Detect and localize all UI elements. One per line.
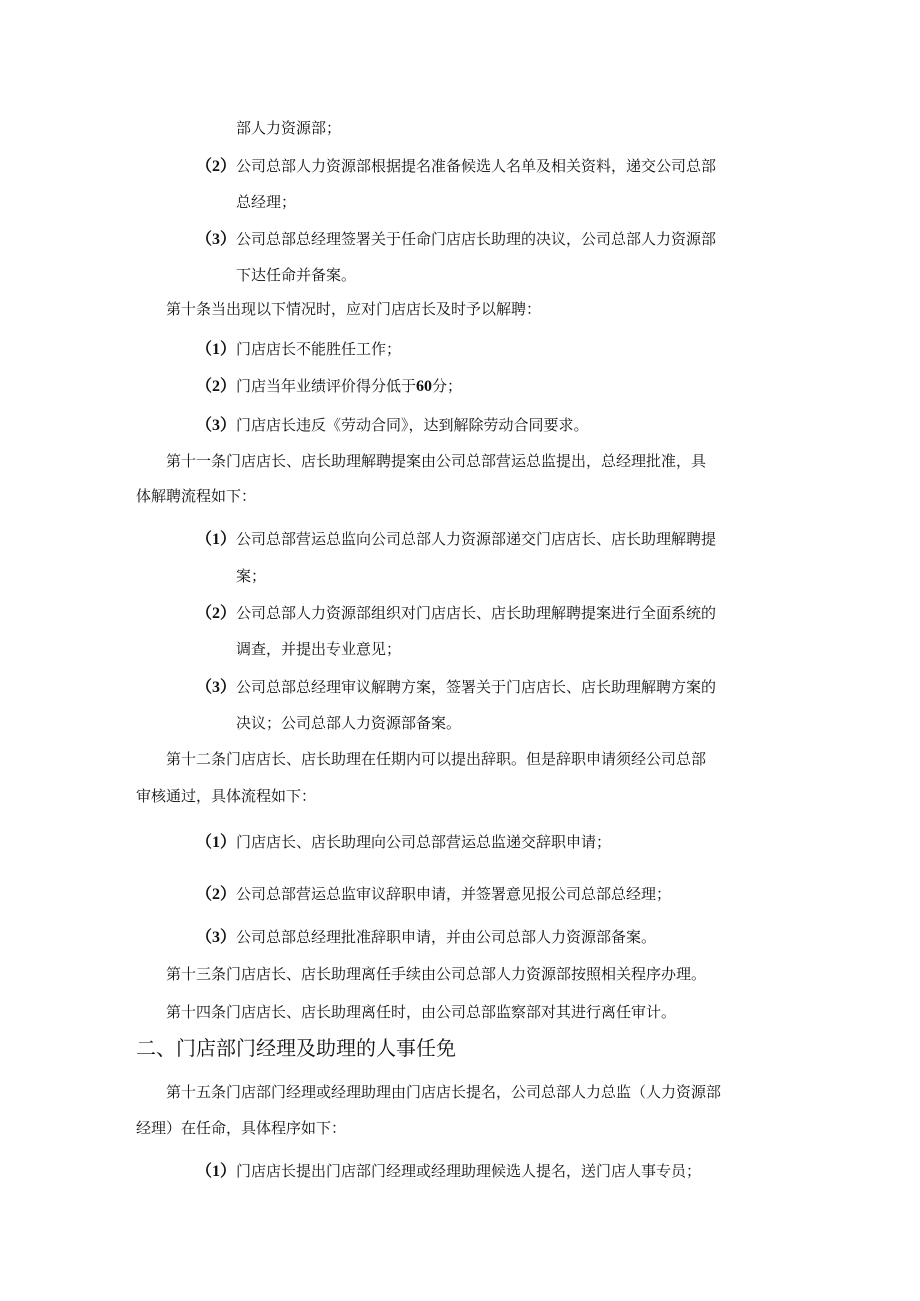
list-number: （3）: [196, 929, 237, 946]
list-text: 分；: [432, 377, 463, 395]
text-line: 案；: [236, 567, 267, 585]
list-number: （2）: [196, 158, 237, 175]
list-text: 公司总部人力资源部组织对门店店长、店长助理解聘提案进行全面系统的: [236, 604, 717, 622]
list-text: 门店店长、店长助理向公司总部营运总监递交辞职申请；: [236, 833, 612, 851]
list-number: （3）: [196, 679, 237, 696]
text-line: 调查，并提出专业意见；: [236, 640, 402, 658]
list-item: [196, 375, 462, 398]
list-text: 门店当年业绩评价得分低于: [236, 377, 417, 395]
list-number: （3）: [196, 231, 237, 248]
text-line: 部人力资源部；: [236, 119, 342, 137]
list-text: 公司总部人力资源部根据提名准备候选人名单及相关资料，递交公司总部: [236, 157, 717, 175]
article-paragraph: 第十五条门店部门经理或经理助理由门店店长提名，公司总部人力总监（人力资源部: [166, 1083, 722, 1101]
text-line: 下达任命并备案。: [236, 266, 357, 284]
list-item: [196, 338, 401, 361]
list-number: （1）: [196, 1163, 237, 1180]
article-paragraph: 第十二条门店店长、店长助理在任期内可以提出辞职。但是辞职申请须经公司总部: [166, 750, 707, 768]
list-text: 公司总部营运总监审议辞职申请，并签署意见报公司总部总经理；: [236, 885, 672, 903]
text-line: 总经理；: [236, 193, 297, 211]
text-line: 经理）在任命，具体程序如下：: [136, 1119, 347, 1137]
list-item: [196, 155, 716, 178]
list-number: （2）: [196, 378, 237, 395]
list-text: 公司总部总经理批准辞职申请，并由公司总部人力资源部备案。: [236, 928, 657, 946]
list-number: （3）: [196, 417, 237, 434]
list-item: [196, 1160, 701, 1183]
list-number: （1）: [196, 834, 237, 851]
list-item: [196, 883, 671, 906]
list-number: （1）: [196, 341, 237, 358]
list-item: [196, 528, 716, 551]
list-item: [196, 831, 611, 854]
list-item: [196, 228, 716, 251]
list-text: 公司总部总经理签署关于任命门店店长助理的决议，公司总部人力资源部: [236, 230, 717, 248]
list-item: [196, 676, 716, 699]
article-paragraph: 第十条当出现以下情况时，应对门店店长及时予以解聘：: [166, 300, 542, 318]
list-number: （2）: [196, 886, 237, 903]
section-heading: 二、门店部门经理及助理的人事任免: [136, 1036, 456, 1060]
text-line: 体解聘流程如下：: [136, 487, 257, 505]
score-value: 60: [416, 378, 433, 395]
text-line: 决议；公司总部人力资源部备案。: [236, 714, 462, 732]
list-text: 公司总部营运总监向公司总部人力资源部递交门店店长、店长助理解聘提: [236, 530, 717, 548]
list-text: 门店店长违反《劳动合同》，达到解除劳动合同要求。: [236, 416, 589, 434]
list-item: [196, 926, 656, 949]
article-paragraph: 第十三条门店店长、店长助理离任手续由公司总部人力资源部按照相关程序办理。: [166, 965, 707, 983]
list-number: （2）: [196, 605, 237, 622]
list-item: [196, 414, 589, 437]
list-text: 门店店长提出门店部门经理或经理助理候选人提名，送门店人事专员；: [236, 1162, 702, 1180]
article-paragraph: 第十四条门店店长、店长助理离任时，由公司总部监察部对其进行离任审计。: [166, 1003, 677, 1021]
article-paragraph: 第十一条门店店长、店长助理解聘提案由公司总部营运总监提出，总经理批准，具: [166, 452, 707, 470]
list-text: 公司总部总经理审议解聘方案，签署关于门店店长、店长助理解聘方案的: [236, 678, 717, 696]
list-number: （1）: [196, 531, 237, 548]
text-line: 审核通过，具体流程如下：: [136, 787, 317, 805]
list-text: 门店店长不能胜任工作；: [236, 340, 402, 358]
list-item: [196, 602, 716, 625]
